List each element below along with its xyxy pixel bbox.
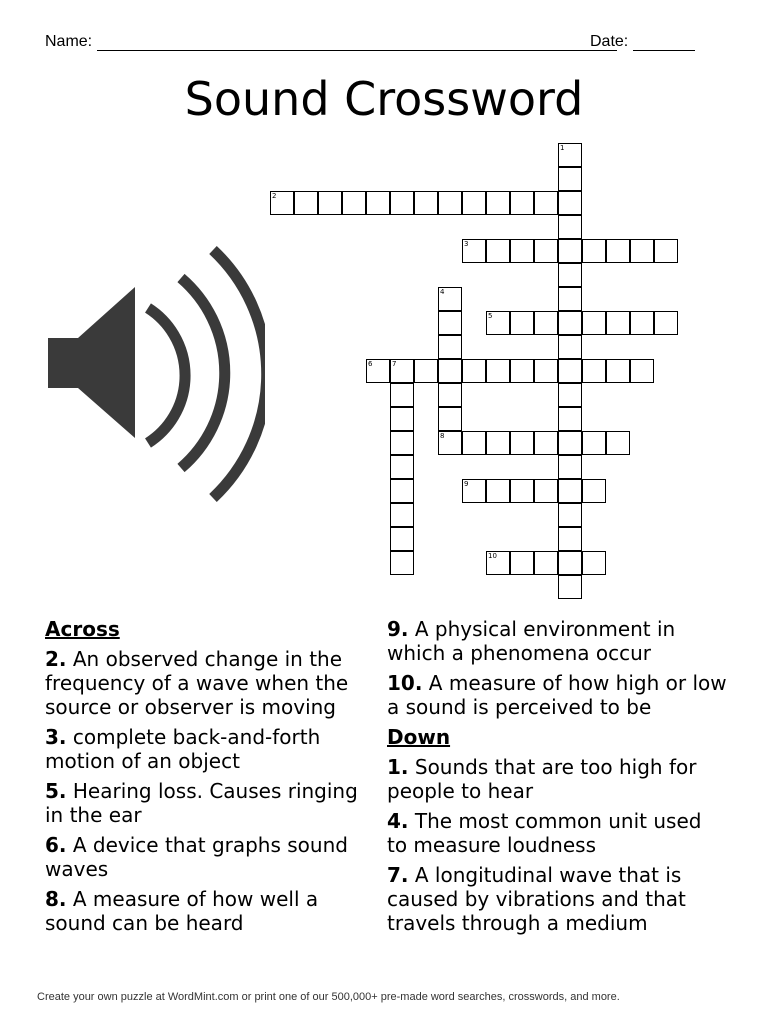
clue-across-9: 9. A physical environment in which a phenomena occur [387,617,676,665]
crossword-cell[interactable] [390,407,414,431]
crossword-cell[interactable] [558,455,582,479]
crossword-cell[interactable] [558,503,582,527]
crossword-cell[interactable] [510,479,534,503]
crossword-cell[interactable] [558,239,582,263]
clue-across-6: 6. A device that graphs sound waves [45,833,348,881]
crossword-cell[interactable] [534,311,558,335]
crossword-cell[interactable] [438,431,462,455]
sound-wave-small [148,308,185,443]
crossword-cell[interactable] [486,239,510,263]
crossword-cell[interactable] [390,191,414,215]
clue-down-4: 4. The most common unit used to measure loudness [387,809,702,857]
crossword-cell[interactable] [534,431,558,455]
header [45,33,705,55]
crossword-cell[interactable] [558,479,582,503]
crossword-cell[interactable] [534,551,558,575]
crossword-cell[interactable] [390,455,414,479]
crossword-cell[interactable] [438,359,462,383]
date-field[interactable] [633,50,695,51]
crossword-cell[interactable] [486,191,510,215]
crossword-cell[interactable] [462,431,486,455]
crossword-cell[interactable] [390,527,414,551]
crossword-cell[interactable] [558,263,582,287]
crossword-cell[interactable] [462,239,486,263]
name-label: Name: [45,33,93,50]
cell-number: 4 [440,288,445,296]
clue-down-7: 7. A longitudinal wave that is caused by vibrations and that travels through a medium [387,863,686,935]
crossword-cell[interactable] [438,287,462,311]
crossword-cell[interactable] [438,311,462,335]
down-clues [387,617,727,941]
crossword-cell[interactable] [342,191,366,215]
crossword-cell[interactable] [438,407,462,431]
crossword-cell[interactable] [582,359,606,383]
crossword-cell[interactable] [438,335,462,359]
clue-down-1: 1. Sounds that are too high for people to hear [387,755,697,803]
crossword-cell[interactable] [558,167,582,191]
cell-number: 1 [560,144,565,152]
crossword-cell[interactable] [558,551,582,575]
crossword-cell[interactable] [558,143,582,167]
crossword-cell[interactable] [558,215,582,239]
crossword-cell[interactable] [558,335,582,359]
crossword-cell[interactable] [462,479,486,503]
crossword-cell[interactable] [390,383,414,407]
crossword-cell[interactable] [438,383,462,407]
crossword-cell[interactable] [438,191,462,215]
clue-across-8: 8. A measure of how well a sound can be heard [45,887,319,935]
crossword-cell[interactable] [534,239,558,263]
clue-across-5: 5. Hearing loss. Causes ringing in the ear [45,779,358,827]
cell-number: 5 [488,312,493,320]
crossword-cell[interactable] [606,359,630,383]
crossword-cell[interactable] [534,359,558,383]
cell-number: 2 [272,192,277,200]
crossword-cell[interactable] [414,359,438,383]
crossword-cell[interactable] [510,191,534,215]
crossword-cell[interactable] [486,431,510,455]
cell-number: 7 [392,360,397,368]
name-field[interactable] [97,50,617,51]
crossword-cell[interactable] [558,287,582,311]
down-heading: Down [387,725,451,749]
crossword-cell[interactable] [486,479,510,503]
crossword-cell[interactable] [558,191,582,215]
crossword-cell[interactable] [462,359,486,383]
speaker-body [48,287,135,438]
crossword-cell[interactable] [606,431,630,455]
crossword-cell[interactable] [390,503,414,527]
crossword-cell[interactable] [510,359,534,383]
crossword-cell[interactable] [558,527,582,551]
footer-credit: Create your own puzzle at WordMint.com or print one of our 500,000+ pre-made word searches, crosswords, and more. [37,991,620,1003]
crossword-cell[interactable] [486,551,510,575]
crossword-cell[interactable] [486,311,510,335]
crossword-cell[interactable] [630,239,654,263]
crossword-cell[interactable] [390,431,414,455]
clue-across-2: 2. An observed change in the frequency of a wave when the source or observer is moving [45,647,349,719]
crossword-cell[interactable] [606,239,630,263]
crossword-cell[interactable] [582,431,606,455]
crossword-cell[interactable] [582,479,606,503]
crossword-cell[interactable] [558,407,582,431]
crossword-cell[interactable] [270,191,294,215]
crossword-cell[interactable] [510,311,534,335]
crossword-cell[interactable] [366,359,390,383]
speaker-volume-icon [45,245,265,505]
cell-number: 10 [488,552,497,560]
crossword-cell[interactable] [390,359,414,383]
crossword-cell[interactable] [558,311,582,335]
crossword-cell[interactable] [606,311,630,335]
crossword-cell[interactable] [486,359,510,383]
crossword-cell[interactable] [558,431,582,455]
crossword-cell[interactable] [558,359,582,383]
crossword-cell[interactable] [582,551,606,575]
cell-number: 6 [368,360,373,368]
cell-number: 3 [464,240,469,248]
across-heading: Across [45,617,120,641]
crossword-cell[interactable] [630,311,654,335]
crossword-cell[interactable] [534,191,558,215]
clue-across-3: 3. complete back-and-forth motion of an object [45,725,321,773]
crossword-cell[interactable] [390,479,414,503]
crossword-cell[interactable] [582,311,606,335]
date-label: Date: [590,33,629,50]
crossword-cell[interactable] [558,383,582,407]
crossword-cell[interactable] [510,551,534,575]
crossword-cell[interactable] [510,431,534,455]
crossword-cell[interactable] [462,191,486,215]
crossword-cell[interactable] [654,239,678,263]
clue-across-10: 10. A measure of how high or low a sound is perceived to be [387,671,727,719]
crossword-cell[interactable] [630,359,654,383]
cell-number: 8 [440,432,445,440]
crossword-cell[interactable] [390,551,414,575]
crossword-cell[interactable] [414,191,438,215]
cell-number: 9 [464,480,469,488]
crossword-cell[interactable] [294,191,318,215]
crossword-cell[interactable] [582,239,606,263]
crossword-cell[interactable] [558,575,582,599]
crossword-cell[interactable] [510,239,534,263]
crossword-cell[interactable] [318,191,342,215]
page-title: Sound Crossword [184,72,584,126]
across-clues [45,617,375,941]
crossword-cell[interactable] [654,311,678,335]
crossword-cell[interactable] [366,191,390,215]
crossword-cell[interactable] [534,479,558,503]
